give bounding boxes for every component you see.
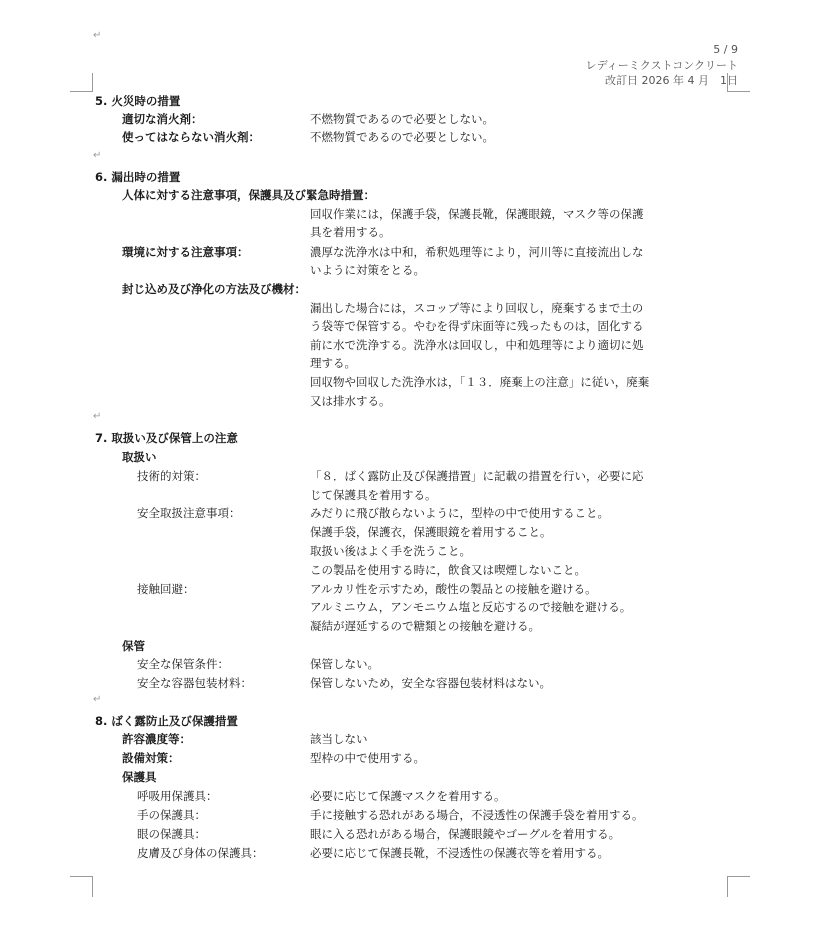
section-7-title: 7. 取扱い及び保管上の注意 — [95, 431, 238, 445]
containment-methods-line: 又は排水する。 — [310, 394, 391, 408]
crop-mark-bottom-right — [727, 876, 750, 897]
safe-handling-line: 取扱い後はよく手を洗うこと。 — [310, 544, 471, 558]
containment-methods-line: 前に水で洗浄する。洗浄水は回収し，中和処理等により適切に処 — [310, 338, 644, 352]
section-8-title: 8. ばく露防止及び保護措置 — [95, 714, 238, 728]
product-name: レディーミクストコンクリート — [585, 59, 738, 72]
contact-avoidance-label: 接触回避： — [137, 582, 195, 596]
technical-measures-line: 「８．ばく露防止及び保護措置」に記載の措置を行い，必要に応 — [310, 469, 644, 483]
packaging-value: 保管しないため，安全な容器包装材料はない。 — [310, 676, 552, 690]
contact-avoidance-line: アルカリ性を示すため，酸性の製品との接触を避ける。 — [310, 582, 597, 596]
safe-storage-value: 保管しない。 — [310, 657, 379, 671]
hand-protection-label: 手の保護具： — [137, 808, 206, 822]
containment-methods-line: 回収物や回収した洗浄水は，「１３．廃棄上の注意」に従い，廃棄 — [310, 375, 650, 389]
paragraph-mark: ↵ — [93, 150, 102, 161]
safe-storage-label: 安全な保管条件： — [137, 657, 229, 671]
section-5-title: 5. 火災時の措置 — [95, 94, 181, 108]
fire-unsuitable-agent-label: 使ってはならない消火剤： — [122, 130, 260, 144]
personal-precautions-label: 人体に対する注意事項，保護具及び緊急時措置： — [122, 188, 375, 202]
safe-handling-line: 保護手袋，保護衣，保護眼鏡を着用すること。 — [310, 525, 552, 539]
section-6-title: 6. 漏出時の措置 — [95, 170, 181, 184]
page-number: 5 / 9 — [713, 43, 738, 56]
environmental-precautions-line: いように対策をとる。 — [310, 263, 425, 277]
technical-measures-line: じて保護具を着用する。 — [310, 488, 437, 502]
handling-heading: 取扱い — [122, 450, 157, 464]
crop-mark-top-left — [70, 73, 93, 92]
eye-protection-value: 眼に入る恐れがある場合，保護眼鏡やゴーグルを着用する。 — [310, 827, 621, 841]
personal-precautions-line: 回収作業には，保護手袋，保護長靴，保護眼鏡，マスク等の保護 — [310, 207, 644, 221]
exposure-limit-label: 許容濃度等： — [122, 732, 191, 746]
paragraph-mark: ↵ — [93, 694, 102, 705]
safe-handling-line: この製品を使用する時に，飲食又は喫煙しないこと。 — [310, 563, 586, 577]
containment-methods-label: 封じ込め及び浄化の方法及び機材： — [122, 282, 306, 296]
skin-protection-label: 皮膚及び身体の保護具： — [137, 846, 264, 860]
ppe-heading: 保護具 — [122, 770, 157, 784]
respiratory-value: 必要に応じて保護マスクを着用する。 — [310, 789, 506, 803]
technical-measures-label: 技術的対策： — [137, 469, 206, 483]
eye-protection-label: 眼の保護具： — [137, 827, 206, 841]
environmental-precautions-line: 濃厚な洗浄水は中和，希釈処理等により，河川等に直接流出しな — [310, 245, 644, 259]
revision-date: 改訂日 2026 年 4 月 1日 — [605, 74, 738, 87]
fire-suitable-agent-label: 適切な消火剤： — [122, 112, 203, 126]
packaging-label: 安全な容器包装材料： — [137, 676, 252, 690]
fire-unsuitable-agent-value: 不燃物質であるので必要としない。 — [310, 130, 494, 144]
fire-suitable-agent-value: 不燃物質であるので必要としない。 — [310, 112, 494, 126]
paragraph-mark: ↵ — [93, 411, 102, 422]
personal-precautions-line: 具を着用する。 — [310, 225, 391, 239]
engineering-controls-label: 設備対策： — [122, 751, 180, 765]
containment-methods-line: 漏出した場合には，スコップ等により回収し，廃棄するまで土の — [310, 301, 644, 315]
safe-handling-label: 安全取扱注意事項： — [137, 506, 241, 520]
paragraph-mark: ↵ — [93, 30, 102, 41]
contact-avoidance-line: アルミニウム，アンモニウム塩と反応するので接触を避ける。 — [310, 600, 632, 614]
storage-heading: 保管 — [122, 639, 145, 653]
crop-mark-bottom-left — [70, 876, 93, 897]
containment-methods-line: 理する。 — [310, 356, 356, 370]
skin-protection-value: 必要に応じて保護長靴，不浸透性の保護衣等を着用する。 — [310, 846, 609, 860]
containment-methods-line: う袋等で保管する。やむを得ず床面等に残ったものは，固化する — [310, 319, 644, 333]
exposure-limit-value: 該当しない — [310, 732, 368, 746]
environmental-precautions-label: 環境に対する注意事項： — [122, 245, 249, 259]
safe-handling-line: みだりに飛び散らないように，型枠の中で使用すること。 — [310, 506, 609, 520]
respiratory-label: 呼吸用保護具： — [137, 789, 218, 803]
engineering-controls-value: 型枠の中で使用する。 — [310, 751, 425, 765]
contact-avoidance-line: 凝結が遅延するので糖類との接触を避ける。 — [310, 619, 540, 633]
hand-protection-value: 手に接触する恐れがある場合，不浸透性の保護手袋を着用する。 — [310, 808, 644, 822]
